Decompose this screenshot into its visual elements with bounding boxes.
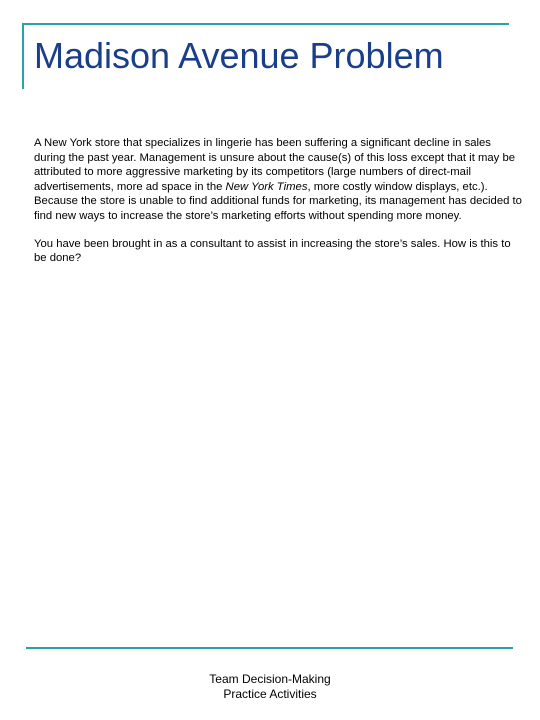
slide-body xyxy=(34,136,524,279)
task-paragraph: You have been brought in as a consultant to assist in increasing the store’s sales. How is this to be done? xyxy=(34,237,511,265)
page-title: Madison Avenue Problem xyxy=(34,35,444,76)
top-accent-rule xyxy=(22,23,509,25)
bottom-accent-rule xyxy=(26,647,513,649)
newspaper-name: New York Times xyxy=(225,180,308,193)
problem-text-start: A New York store that specializes in lingerie has been suffering a significant decline in sales during the past year. Management is unsure about the cause(s) of this loss except that it may be attributed to more aggressive marketing by its competitors (large numbers of direct-mail advertisements, more ad space in the xyxy=(34,137,516,193)
problem-paragraph xyxy=(34,136,524,224)
footer-line-1: Team Decision-Making xyxy=(209,672,331,686)
problem-text-end: , more costly window displays, etc.). Because the store is unable to find additional funds for marketing, its management has decided to find new ways to increase the store’s marketing efforts without spending more money. xyxy=(34,180,522,222)
slide-footer xyxy=(0,672,540,702)
footer-line-2: Practice Activities xyxy=(223,687,317,701)
left-accent-rule xyxy=(22,23,24,89)
